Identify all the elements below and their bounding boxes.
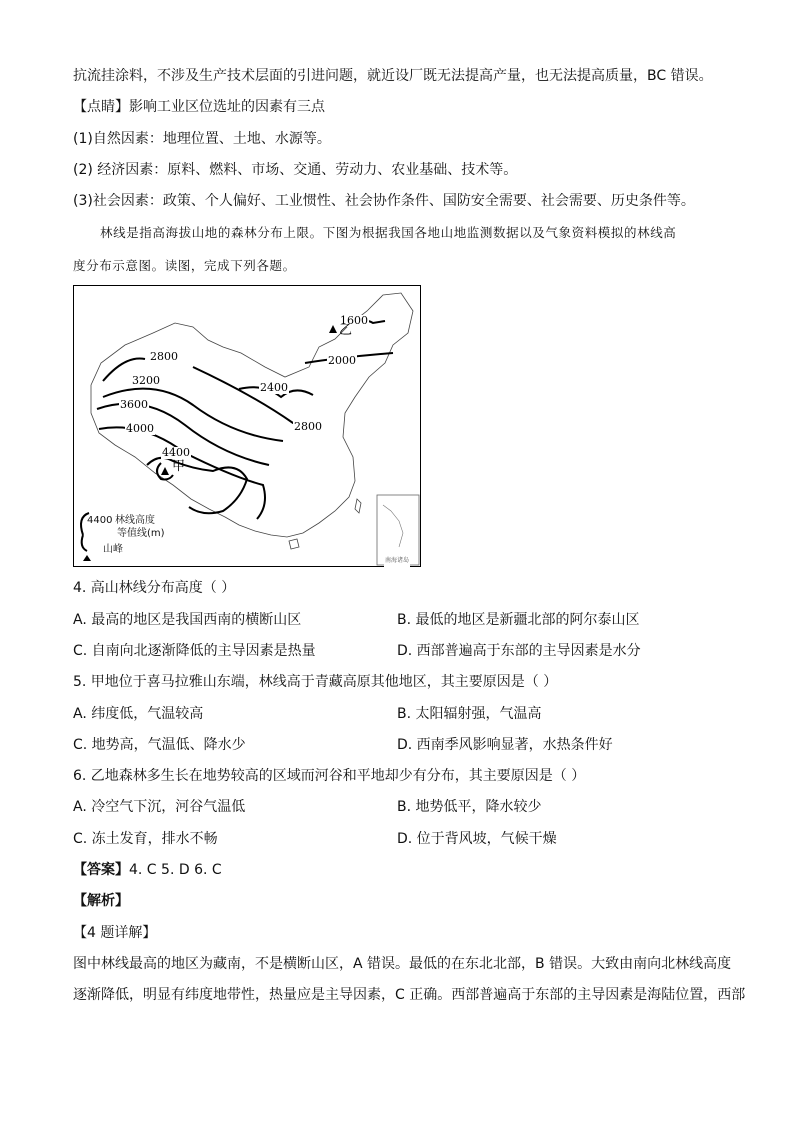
treeline-map	[73, 285, 421, 567]
text-line: (3)社会因素：政策、个人偏好、工业惯性、社会协作条件、国防安全需要、社会需要、历史条件等。	[73, 193, 695, 209]
q4-option-b: B. 最低的地区是新疆北部的阿尔泰山区	[397, 612, 640, 628]
legend-label-1: 林线高度	[115, 515, 155, 526]
q6-option-b: B. 地势低平，降水较少	[397, 799, 542, 815]
contour-label-2400: 2400	[260, 381, 288, 394]
text-line: (2) 经济因素：原料、燃料、市场、交通、劳动力、农业基础、技术等。	[73, 162, 518, 178]
q6-option-a: A. 冷空气下沉，河谷气温低	[73, 799, 246, 815]
text-line: 抗流挂涂料，不涉及生产技术层面的引进问题，就近设厂既无法提高产量，也无法提高质量，BC 错误。	[73, 68, 713, 84]
legend-peak: 山峰	[103, 544, 123, 555]
contour-label-2000: 2000	[328, 354, 356, 367]
legend-label-2: 等值线(m)	[117, 528, 165, 539]
answer-values: 4. C 5. D 6. C	[129, 862, 222, 878]
q4-option-c: C. 自南向北逐渐降低的主导因素是热量	[73, 643, 316, 659]
inset-label: 南海诸岛	[384, 555, 410, 567]
q6-option-c: C. 冻土发育，排水不畅	[73, 831, 218, 847]
contour-label-2800-west: 2800	[150, 350, 178, 363]
contour-label-1600: 1600	[340, 314, 368, 327]
answer-label: 【答案】	[73, 862, 129, 878]
contour-label-3600: 3600	[120, 398, 148, 411]
q6-option-d: D. 位于背风坡，气候干燥	[397, 831, 557, 847]
q4-option-d: D. 西部普遍高于东部的主导因素是水分	[397, 643, 641, 659]
contour-label-4400: 4400	[162, 446, 190, 459]
question-6-stem: 6. 乙地森林多生长在地势较高的区域而河谷和平地却少有分布，其主要原因是（ ）	[73, 768, 586, 784]
q5-option-b: B. 太阳辐射强，气温高	[397, 706, 542, 722]
contour-label-4000: 4000	[126, 422, 154, 435]
q5-option-c: C. 地势高，气温低、降水少	[73, 737, 246, 753]
answer-line	[73, 860, 222, 880]
q5-option-d: D. 西南季风影响显著，水热条件好	[397, 737, 613, 753]
q4-option-a: A. 最高的地区是我国西南的横断山区	[73, 612, 302, 628]
contour-label-3200: 3200	[132, 374, 160, 387]
map-legend	[77, 511, 169, 561]
text-line: (1)自然因素：地理位置、土地、水源等。	[73, 131, 331, 147]
analysis-label: 【解析】	[73, 893, 129, 909]
analysis-text: 图中林线最高的地区为藏南，不是横断山区，A 错误。最低的在东北北部，B 错误。大致由南向北林线高度	[73, 956, 732, 972]
contour-label-2800-east: 2800	[294, 420, 322, 433]
analysis-sub-heading: 【4 题详解】	[73, 925, 157, 941]
legend-value: 4400	[87, 515, 113, 526]
intro-line: 林线是指高海拔山地的森林分布上限。下图为根据我国各地山地监测数据以及气象资料模拟的林线高	[100, 225, 677, 240]
place-jia: 甲	[172, 459, 186, 474]
intro-line: 度分布示意图。读图，完成下列各题。	[73, 258, 296, 273]
question-5-stem: 5. 甲地位于喜马拉雅山东端，林线高于青藏高原其他地区，其主要原因是（ ）	[73, 674, 558, 690]
question-4-stem: 4. 高山林线分布高度（ ）	[73, 580, 236, 596]
place-yi: 乙	[339, 323, 353, 338]
tip-heading: 【点睛】影响工业区位选址的因素有三点	[73, 99, 325, 115]
analysis-text: 逐渐降低，明显有纬度地带性，热量应是主导因素，C 正确。西部普遍高于东部的主导因素是海陆位置，西部	[73, 987, 746, 1003]
q5-option-a: A. 纬度低，气温较高	[73, 706, 204, 722]
